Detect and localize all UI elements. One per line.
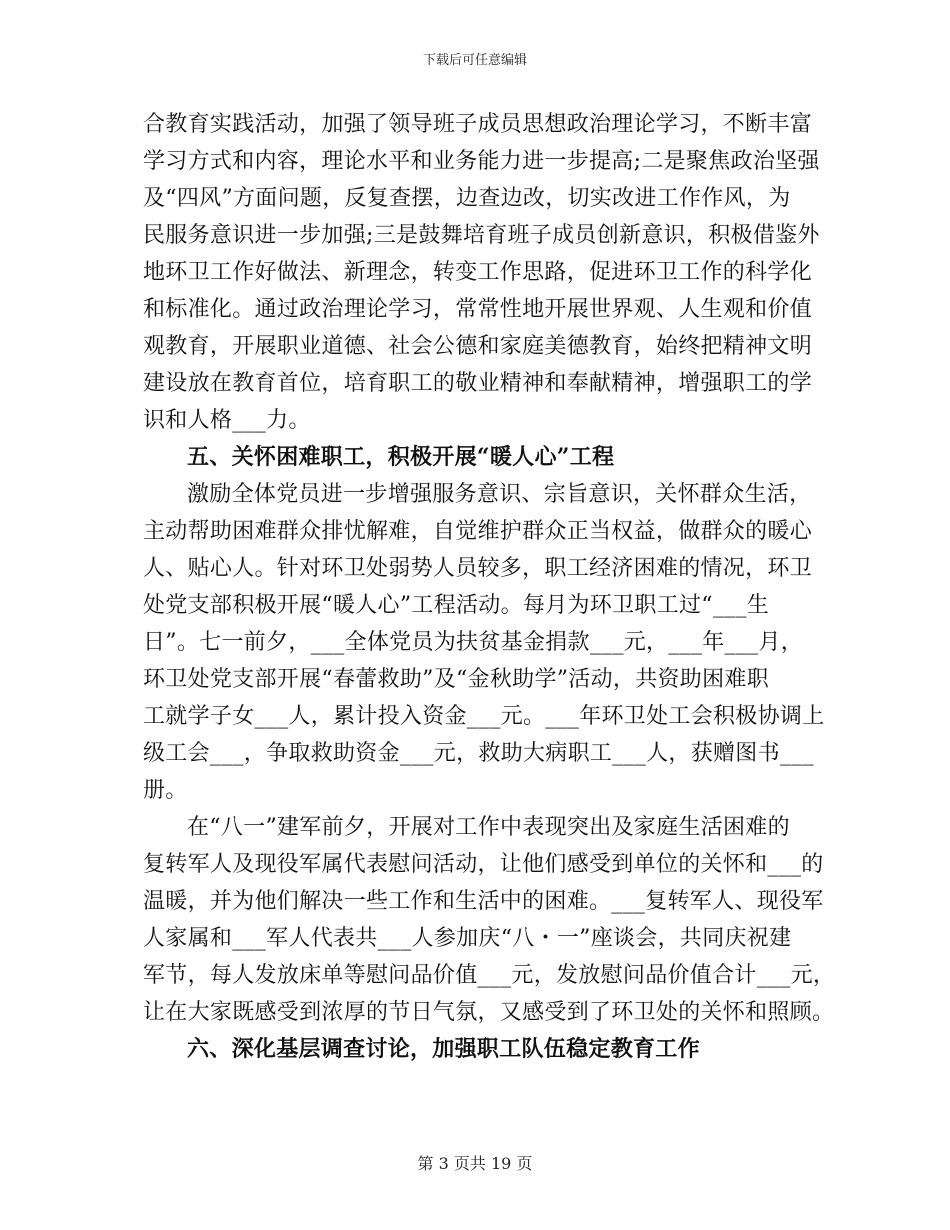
text-line: 民服务意识进一步加强;三是鼓舞培育班子成员创新意识，积极借鉴外 xyxy=(143,223,820,248)
text-line: 学习方式和内容，理论水平和业务能力进一步提高;二是聚焦政治坚强 xyxy=(143,149,820,174)
section-heading-5: 五、关怀困难职工，积极开展“暖人心”工程 xyxy=(187,444,615,470)
text-line: 温暖，并为他们解决一些工作和生活中的困难。___复转军人、现役军 xyxy=(143,889,824,914)
page-footer: 第 3 页共 19 页 xyxy=(417,1154,533,1173)
page-header: 下载后可任意编辑 xyxy=(422,53,527,68)
text-line: 让在大家既感受到浓厚的节日气氛，又感受到了环卫处的关怀和照顾。 xyxy=(143,1000,835,1025)
text-line: 军节，每人发放床单等慰问品价值___元，发放慰问品价值合计___元， xyxy=(143,963,836,988)
text-line: 环卫处党支部开展“春蕾救助”及“金秋助学”活动，共资助困难职 xyxy=(143,667,769,692)
text-line: 观教育，开展职业道德、社会公德和家庭美德教育，始终把精神文明 xyxy=(143,334,813,359)
text-line: 人家属和___军人代表共___人参加庆“八・一”座谈会，共同庆祝建 xyxy=(143,926,792,951)
text-line: 级工会___，争取救助资金___元，救助大病职工___人，获赠图书___ xyxy=(143,741,814,766)
document-body xyxy=(143,106,836,1068)
text-line: 建设放在教育首位，培育职工的敬业精神和奉献精神，增强职工的学 xyxy=(143,371,813,396)
text-line: 激励全体党员进一步增强服务意识、宗旨意识，关怀群众生活， xyxy=(187,482,812,507)
text-line: 地环卫工作好做法、新理念，转变工作思路，促进环卫工作的科学化 xyxy=(143,260,813,285)
text-line: 合教育实践活动，加强了领导班子成员思想政治理论学习，不断丰富 xyxy=(143,112,813,137)
text-line: 处党支部积极开展“暖人心”工程活动。每月为环卫职工过“___生 xyxy=(143,593,770,618)
text-line: 在“八一”建军前夕，开展对工作中表现突出及家庭生活困难的 xyxy=(187,815,790,840)
text-line: 及“四风”方面问题，反复查摆，边查边改，切实改进工作作风，为 xyxy=(143,186,791,211)
section-heading-6: 六、深化基层调查讨论，加强职工队伍稳定教育工作 xyxy=(187,1036,700,1062)
text-line: 主动帮助困难群众排忧解难，自觉维护群众正当权益，做群众的暖心 xyxy=(143,519,813,544)
text-line: 工就学子女___人，累计投入资金___元。___年环卫处工会积极协调上 xyxy=(143,704,825,729)
text-line: 人、贴心人。针对环卫处弱势人员较多，职工经济困难的情况，环卫 xyxy=(143,556,813,581)
text-line: 日”。七一前夕，___全体党员为扶贫基金捐款___元，___年___月， xyxy=(143,630,804,655)
text-line: 册。 xyxy=(143,778,188,803)
text-line: 复转军人及现役军属代表慰问活动，让他们感受到单位的关怀和___的 xyxy=(143,852,824,877)
text-line: 识和人格___力。 xyxy=(143,408,311,433)
text-line: 和标准化。通过政治理论学习，常常性地开展世界观、人生观和价值 xyxy=(143,297,813,322)
